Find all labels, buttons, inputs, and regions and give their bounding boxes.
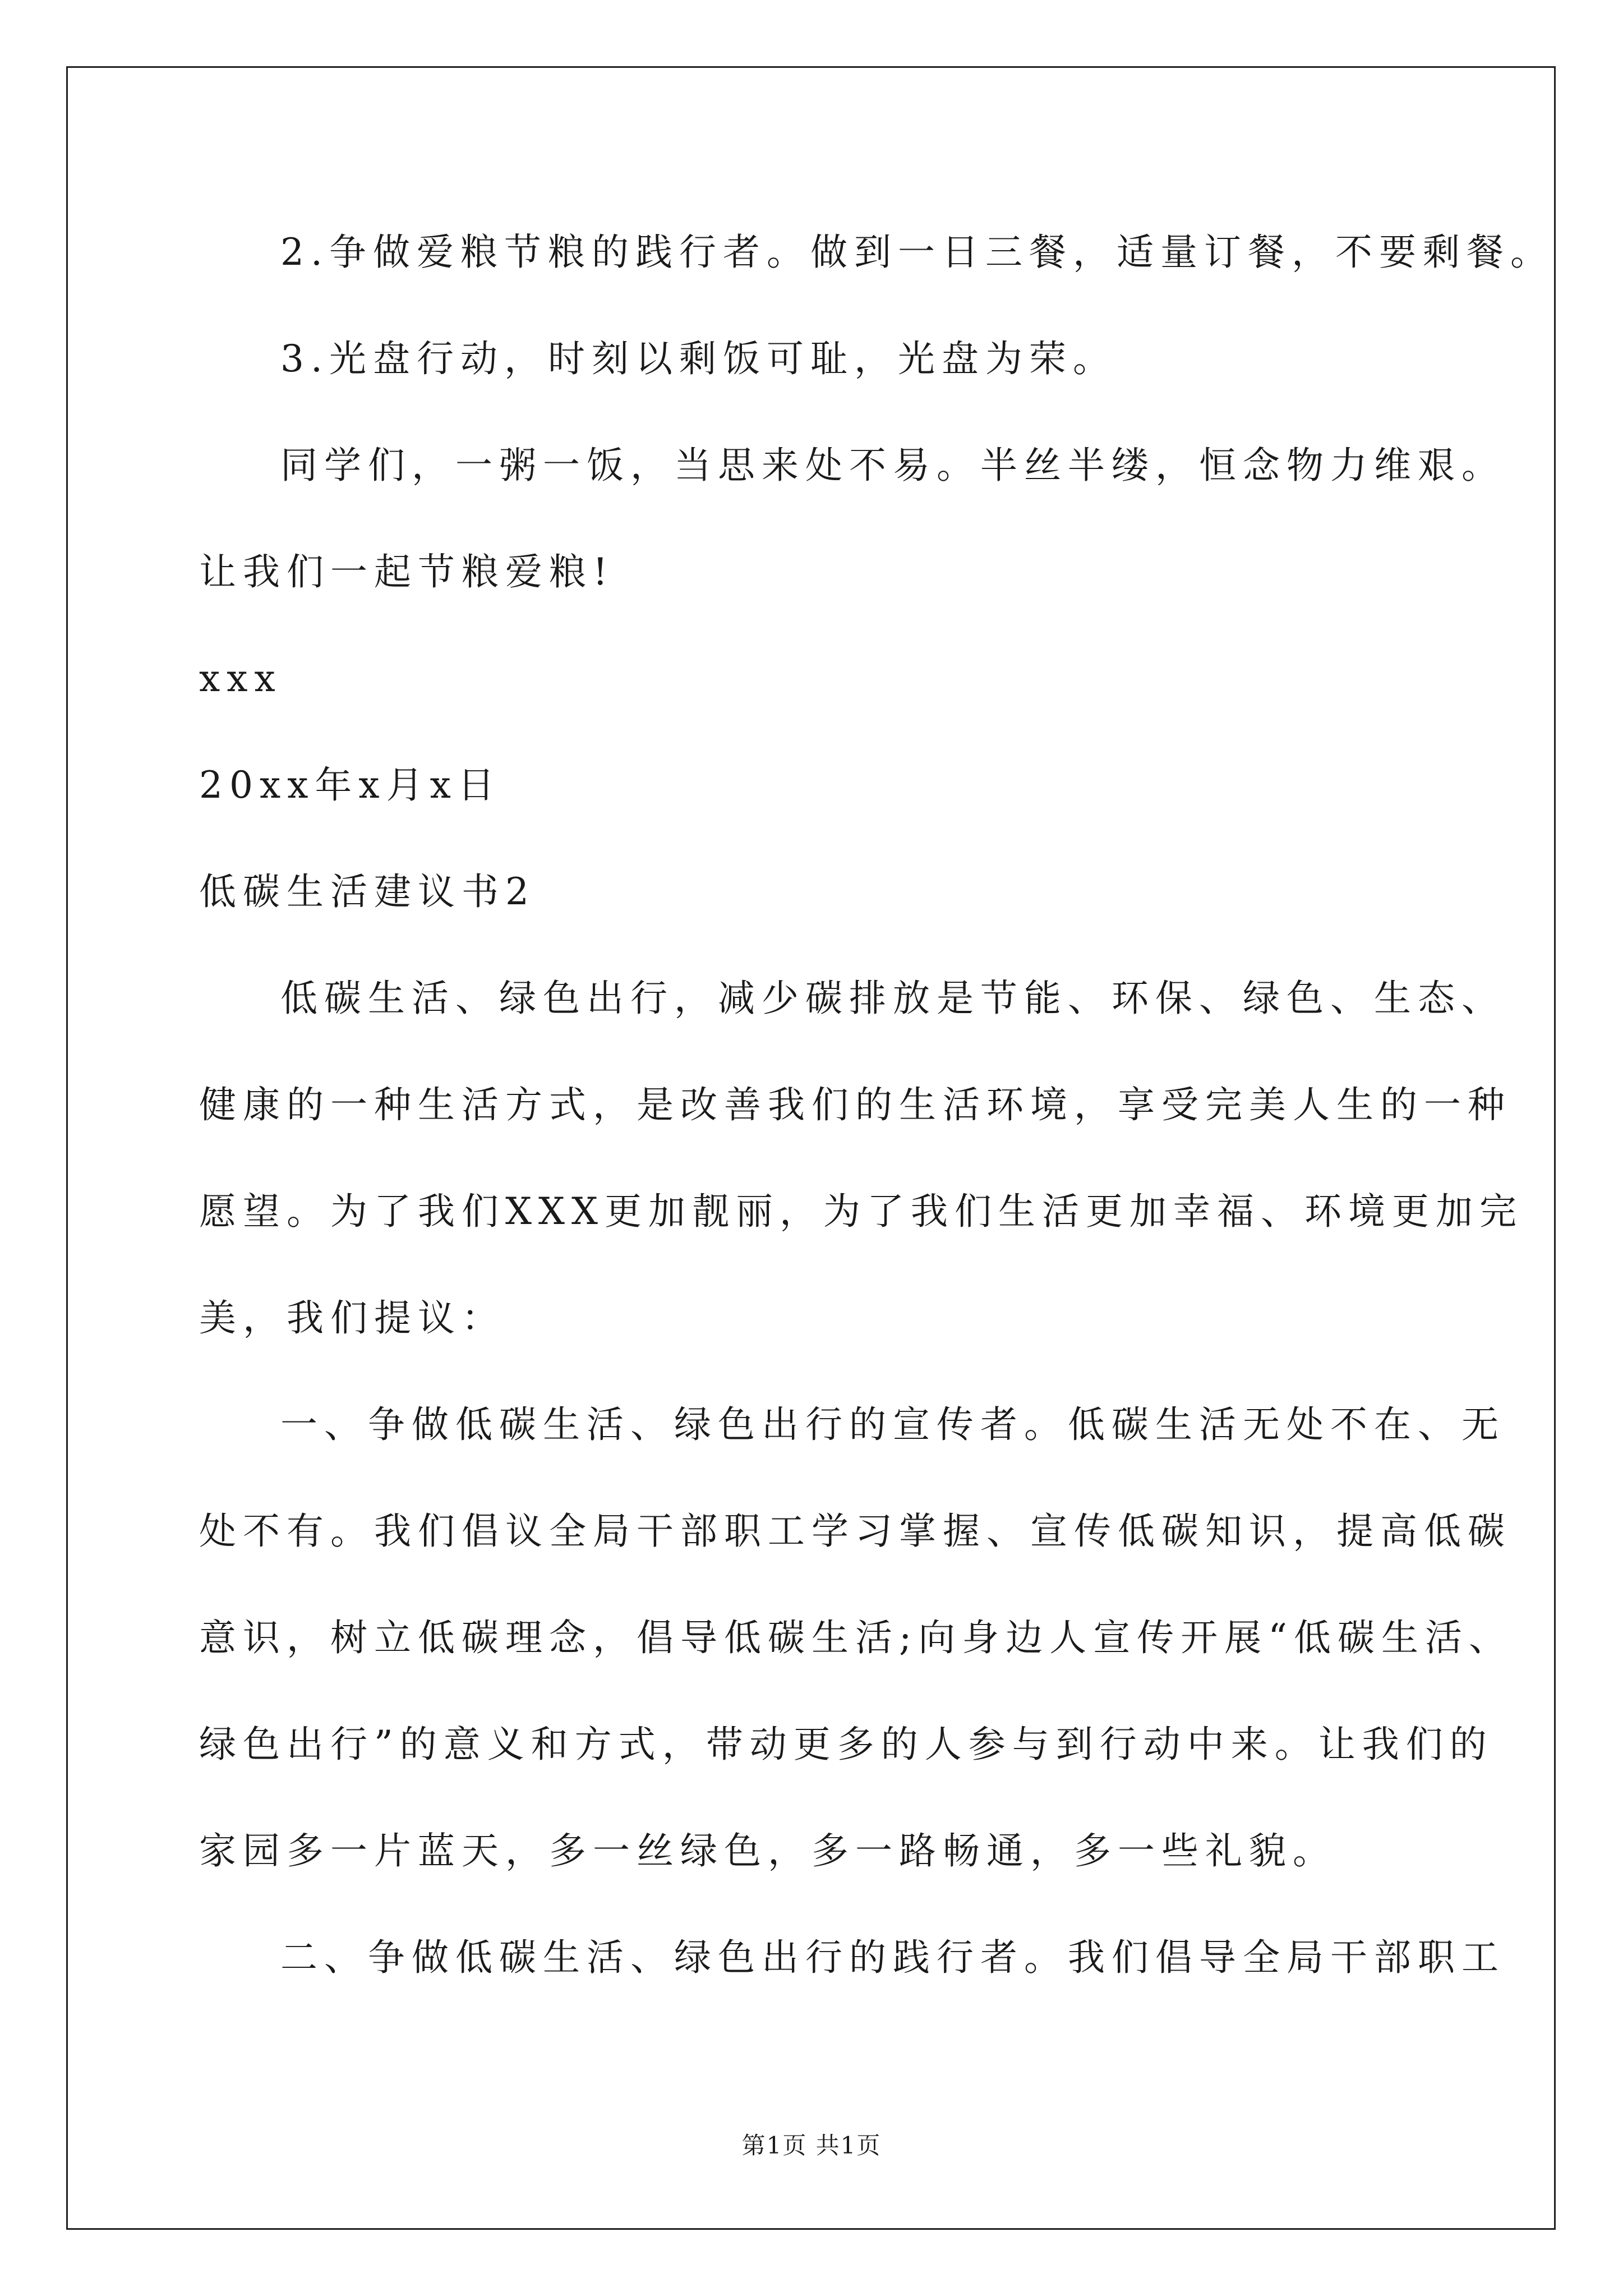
signature-date: 20xx年x月x日 xyxy=(199,763,501,807)
paragraph-line: 愿望。为了我们XXX更加靓丽，为了我们生活更加幸福、环境更加完 xyxy=(199,1190,1523,1233)
paragraph-line: 低碳生活、绿色出行，减少碳排放是节能、环保、绿色、生态、 xyxy=(280,977,1505,1020)
paragraph-line: 家园多一片蓝天，多一丝绿色，多一路畅通，多一些礼貌。 xyxy=(199,1829,1336,1872)
paragraph-line: 同学们，一粥一饭，当思来处不易。半丝半缕，恒念物力维艰。 xyxy=(280,444,1505,487)
paragraph-line: 健康的一种生活方式，是改善我们的生活环境，享受完美人生的一种 xyxy=(199,1083,1511,1126)
paragraph-line: 美，我们提议： xyxy=(199,1296,505,1340)
paragraph-line: 让我们一起节粮爱粮! xyxy=(199,550,615,593)
paragraph-line: 二、争做低碳生活、绿色出行的践行者。我们倡导全局干部职工 xyxy=(280,1936,1505,1979)
paragraph-line: 意识，树立低碳理念，倡导低碳生活;向身边人宣传开展“低碳生活、 xyxy=(199,1616,1513,1659)
paragraph-line: 处不有。我们倡议全局干部职工学习掌握、宣传低碳知识，提高低碳 xyxy=(199,1510,1511,1553)
paragraph-line: 绿色出行”的意义和方式，带动更多的人参与到行动中来。让我们的 xyxy=(199,1723,1493,1766)
paragraph-line: 2.争做爱粮节粮的践行者。做到一日三餐，适量订餐，不要剩餐。 xyxy=(280,231,1554,274)
signature-name: xxx xyxy=(199,657,282,700)
paragraph-line: 一、争做低碳生活、绿色出行的宣传者。低碳生活无处不在、无 xyxy=(280,1403,1505,1446)
page-number-footer: 第1页 共1页 xyxy=(741,2132,882,2159)
paragraph-line: 3.光盘行动，时刻以剩饭可耻，光盘为荣。 xyxy=(280,337,1117,380)
page-border xyxy=(66,66,1556,2230)
section-title: 低碳生活建议书2 xyxy=(199,870,536,913)
